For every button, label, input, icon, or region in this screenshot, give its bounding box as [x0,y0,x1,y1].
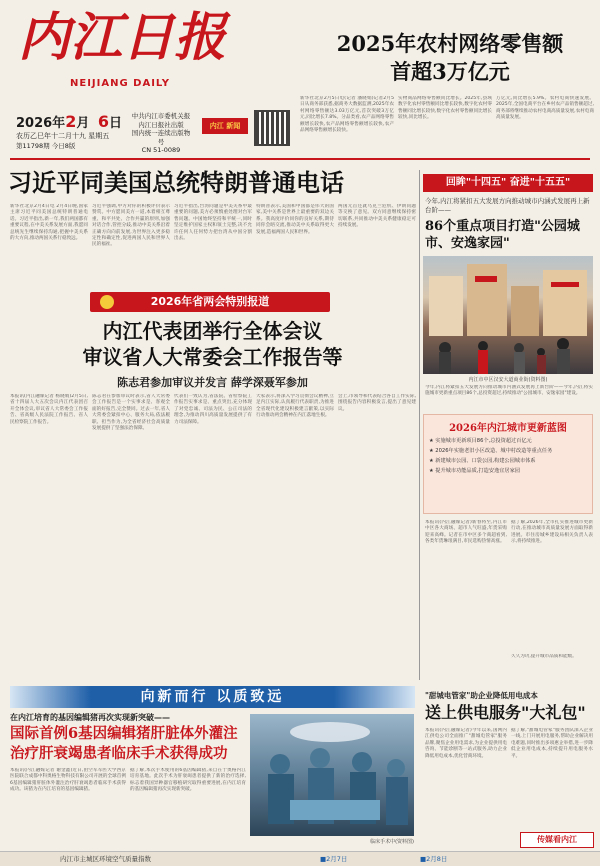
blueprint-item: ★ 实施城市更新项目86个,总投资超过百亿元 [429,438,532,444]
lead-paragraph-1: 新华社北京2月4日电 2月4日晚,国家主席习近平同美国总统特朗普通电话。习近平指出,新一年,我们两国都有重要议程,在中美关系发展方面,我愿同总统先生继续保持沟通,把握中美关系的大方向,推动两国关系行稳致远。 [10,204,88,242]
blueprint-title: 2026年内江城市更新蓝图 [449,423,567,434]
issue-number: 第11798期 今日8版 [16,142,76,150]
right-headline[interactable]: 86个重点项目打造"公园城市、安逸家园" [425,219,580,251]
congress-paragraph-2: 陈志君在参加审议时表示,省人大常委会工作报告是一个实事求是、客观全面的好报告,完全赞同。过去一年,省人大常委会紧扣中心、服务大局,依法履职、担当作为,为全省经济社会高质量发展提供了坚强法治保障。 [92,394,170,432]
lead-paragraph-3: 习近平指出,台湾问题是中美关系中最重要的问题,美方必须慎重处理对台军售问题。中国始终坚持和平统一,同时坚定维护国家主权和领土完整,决不允许任何人任何势力把台湾从中国分割出去。 [174,204,252,242]
blueprint-item: ★ 提升城市功能品质,打造安逸宜居家园 [429,468,520,474]
right-column-banner: 回眸"十四五" 奋进"十五五" [423,174,593,192]
medical-body-left: 本报讯(内江融媒记者 谢金鑫)近日,由空军军医大学西京医院联合成都中科奥格生物科技有限公司开展的全球首例6基因编辑猪肝脏体外灌注治疗肝衰竭患者临床手术获得成功。该猪为在内江培育的基因编辑猪。 [10,768,126,793]
right-story-paragraph-1: 本报讯(内江融媒记者)新春将至,内江市中区各大商场、超市人气旺盛,年货采购迎来高峰。记者在市中区多个商超看到,各类年货琳琅满目,市民选购热情高涨。 [425,520,507,545]
lead-paragraph-4: 特朗普表示,美国和中国都是伟大的国家,美中关系是世界上最重要的双边关系。我高度评价同你的良好关系,期待同你会晤交流,推动美中关系取得更大发展,造福两国人民和世界。 [256,204,334,235]
qr-code[interactable] [254,110,290,146]
top-story-body-left: 新华社北京2月5日电(记者 潘晓娟)记者2月5日从商务部获悉,据商务大数据监测,2025年农村网络零售额达3.03万亿元,首次突破3万亿元,同比增长7.8%。分品类看,农产品网络零售额增长较快,农产品网络零售额增长较快,农产品网络零售额增长较快。 [300,96,394,134]
blueprint-item: ★ 新建城市公园、口袋公园,构建公园城市体系 [429,458,536,464]
masthead-rule [10,158,590,160]
footer-bar [0,851,600,866]
top-headline[interactable]: 2025年农村网络零售额 首超3万亿元 [336,31,564,84]
surgery-photo-caption: 临床手术中(资料图) [370,839,414,845]
electricity-body-left: 本报讯(内江融媒记者)今年以来,国网内江供电公司全面推广"甜城电管家"服务品牌,聚焦企业用电需求,为企业提供用电咨询、节能诊断等一站式服务,助力企业降低用电成本,优化营商环境。 [425,728,507,759]
masthead-date: 2026年2月 6日 [16,112,123,131]
masthead-title: 内江日报 [18,7,227,68]
congress-paragraph-5: 会上,市领导和代表结合各自工作实际,围绕报告内容积极发言,提出了意见建议。 [338,394,416,412]
footer-date-1: ■2月7日 [320,855,348,863]
congress-paragraph-4: 大家表示,将深入学习贯彻会议精神,立足内江实际,认真履行代表职责,为推进全省现代化建设积极建言献策,以实际行动推动两会精神在内江落地生根。 [256,394,334,419]
news-app-badge[interactable]: 内江 新闻 [202,118,248,134]
right-intro: 今年,内江将紧扣五大发展方向推动城市内涵式发展再上新台阶—— [425,197,590,214]
slogan-band: 向新而行 以质致远 [10,686,415,708]
masthead-pinyin: NEIJIANG DAILY [70,78,170,89]
surgery-photo [250,714,414,836]
street-photo [423,256,593,374]
column-divider [419,170,420,680]
medical-headline[interactable]: 国际首例6基因编辑猪肝脏体外灌注 治疗肝衰竭患者临床手术获得成功 [10,725,238,762]
top-story-body-mid: 实物商品网络零售额同比增长。2025年,县域数字化农村零售额同比增长较快,数字化农村零售额同比增长较快,数字化农村零售额同比增长较快,同比增长。 [398,96,492,121]
footer-date-2: ■2月8日 [420,855,448,863]
blueprint-box [423,414,593,514]
congress-paragraph-1: 本报讯(内江融媒记者 杨晓娟)2月5日,省十四届人大五次会议内江代表团召开全体会议,审议省人大常委会工作报告、省高级人民法院工作报告、省人民检察院工作报告。 [10,394,88,425]
right-story-paragraph-3: 久久为功,提升城市品质和能级。 [511,654,577,659]
top-story-body-right: 万亿元,同比增长5.9%。农村电商快速发展。2025年,全国电商平台在乡村农产品销售额超过,商务部将继续推动农村电商高质量发展,农村电商高质量发展。 [496,96,594,121]
lead-headline[interactable]: 习近平同美国总统特朗普通电话 [8,168,344,197]
electricity-body-right: 据了解,"甜城电管家"服务团队深入企业一线,上门开展用电服务,帮助企业解决用电难题,同时推出多项惠企举措,进一步降低企业用电成本,持续提升用电服务水平。 [511,728,593,759]
congress-headline[interactable]: 内江代表团举行全体会议 审议省人大常委会工作报告等 [82,319,343,369]
congress-banner: 2026年省两会特别报道 [90,292,330,312]
footer-air-quality: 内江市主城区环境空气质量指数 [60,855,151,863]
lead-paragraph-2: 习近平强调,中方对你的积极评价表示赞赏。中方愿同美方一道,本着相互尊重、和平共处、合作共赢的原则,加强对话合作,管控分歧,推动中美关系沿着正确方向向前发展,为世界注入更多稳定性和确定性,促进两国人民和世界人民的福祉。 [92,204,170,248]
electricity-headline[interactable]: 送上供电服务"大礼包" [425,703,586,722]
right-story-paragraph-2: 据了解,2026年,全市扎实推进城市更新行动,在推动城市高质量发展方面取得新进展。市住房城乡建设局相关负责人表示,将持续推进。 [511,520,593,545]
electricity-kicker: "甜城电管家"助企业降低用电成本 [425,691,538,700]
congress-paragraph-3: 代表们一致认为,省法院、省检察院工作报告实事求是、重点突出,充分体现了对党忠诚、司法为民、公正司法的理念,为推动四川高质量发展提供了有力司法保障。 [174,394,252,425]
medical-body-right: 据了解,本次手术使用的6基因编辑猪,来自在于奥格内江培育基地。此次手术为肝衰竭患者提供了新的治疗选择,标志着我国异种器官移植研究取得重要进展,在内江培育的基因编辑猪再次实现新突破。 [130,768,246,793]
medical-kicker: 在内江培育的基因编辑猪再次实现新突破—— [10,713,170,722]
publisher-info: 中共内江市委机关报 内江日报社出版 国内统一连续出版物号 CN 51-0089 [131,112,191,154]
street-photo-caption: 内江市中区汉安大道商业街(资料图) [468,377,548,383]
right-body-1: 今年,内江将紧扣五大发展方向推动城市内涵式发展再上新台阶——今年,内江将实施城市更新重点项目86个,总投资超过,持续推动"公园城市、安逸家园"建设。 [425,385,593,397]
blueprint-item: ★ 2026年实施老旧小区改造、城中村改造等重点任务 [429,448,553,454]
congress-subtitle: 陈志君参加审议并发言 薛学深聂军参加 [117,376,308,389]
lead-paragraph-5: 两国元首还就乌克兰危机、伊朗问题等交换了意见。双方同意继续保持密切联系,共同推动中美关系健康稳定可持续发展。 [338,204,416,229]
lunar-date: 农历乙巳年十二月十九 星期五 [16,132,110,140]
column-logo[interactable]: 传媒看内江 [520,832,594,848]
